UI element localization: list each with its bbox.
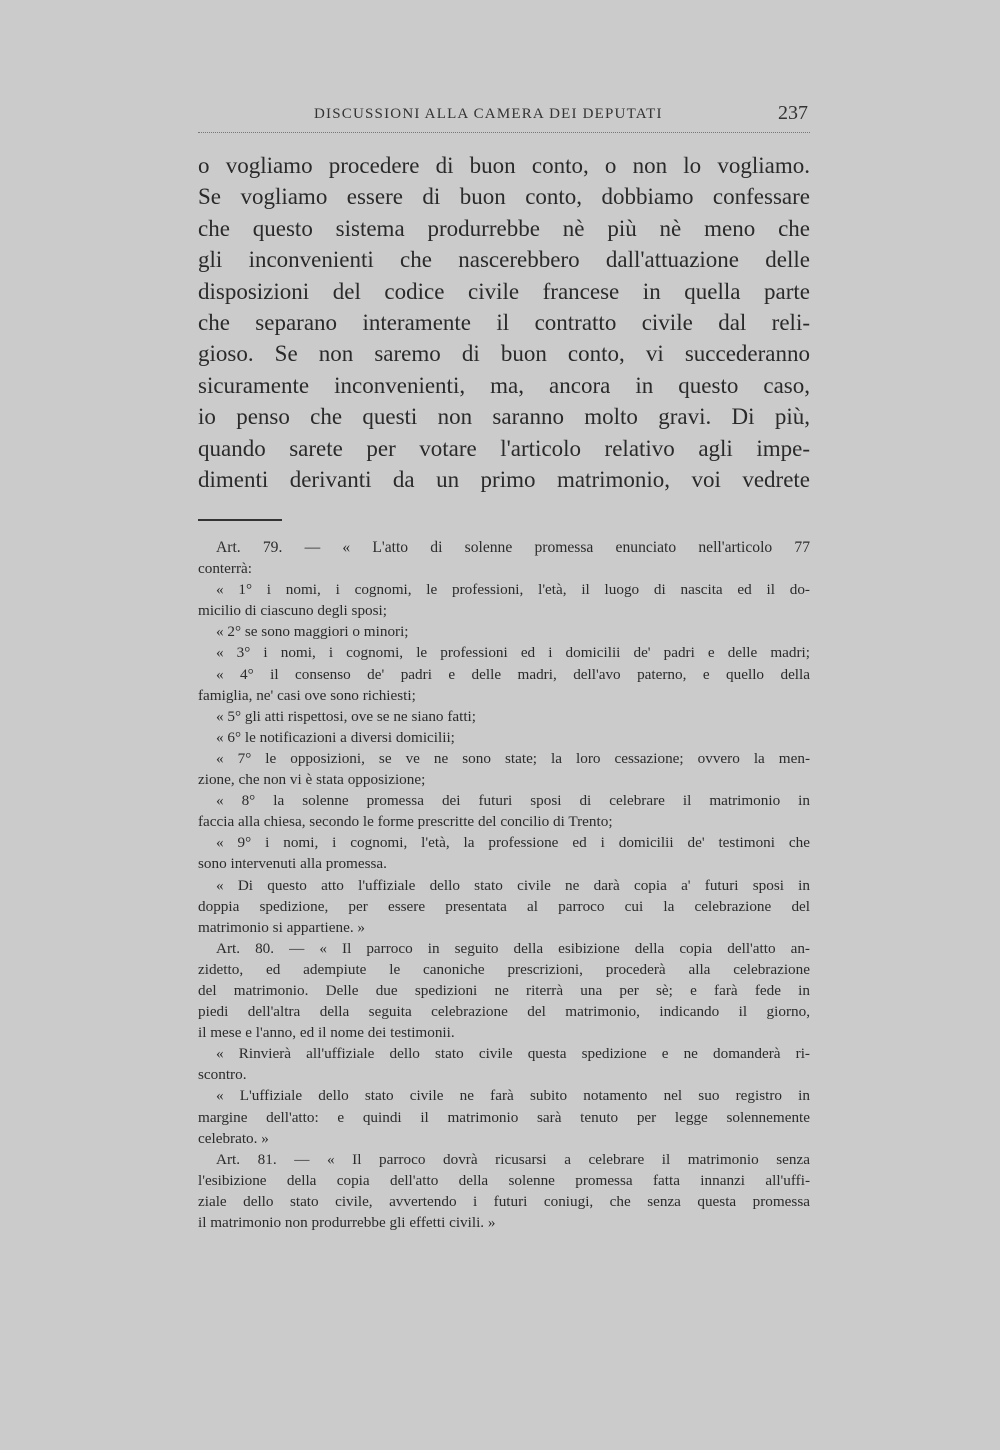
footnote-line: il mese e l'anno, ed il nome dei testimonii.	[198, 1024, 455, 1042]
footnote-line: margine dell'atto: e quindi il matrimonio sarà tenuto per legge solennemente	[198, 1108, 810, 1126]
footnote-line: scontro.	[198, 1066, 247, 1084]
footnote-line: « 4° il consenso de' padri e delle madri, dell'avo paterno, e quello della	[216, 665, 810, 683]
running-head	[198, 102, 810, 133]
main-text-line: gli inconvenienti che nascerebbero dall'attuazione delle	[198, 247, 810, 273]
footnote-line: « Rinvierà all'uffiziale dello stato civile questa spedizione e ne domanderà ri-	[216, 1045, 810, 1063]
footnote-block	[198, 537, 810, 1233]
footnote-line: « 9° i nomi, i cognomi, l'età, la professione ed i domicilii de' testimoni che	[216, 834, 810, 852]
footnote-line: conterrà:	[198, 560, 252, 578]
footnote-line: Art. 80. — « Il parroco in seguito della esibizione della copia dell'atto an-	[216, 939, 810, 957]
footnote-line: « Di questo atto l'uffiziale dello stato civile ne darà copia a' futuri sposi in	[216, 876, 810, 894]
footnote-line: « 1° i nomi, i cognomi, le professioni, l'età, il luogo di nascita ed il do-	[216, 581, 810, 599]
footnote-line: « 5° gli atti rispettosi, ove se ne siano fatti;	[216, 707, 476, 725]
footnote-line: sono intervenuti alla promessa.	[198, 855, 387, 873]
footnote-line: Art. 79. — « L'atto di solenne promessa enunciato nell'articolo 77	[216, 539, 810, 556]
main-text-line: gioso. Se non saremo di buon conto, vi succederanno	[198, 341, 810, 367]
footnote-line: « L'uffiziale dello stato civile ne farà subito notamento nel suo registro in	[216, 1087, 810, 1105]
footnote-line: zidetto, ed adempiute le canoniche prescrizioni, procederà alla celebrazione	[198, 960, 810, 978]
footnote-line: « 6° le notificazioni a diversi domicilii;	[216, 728, 455, 746]
main-text-block	[198, 150, 810, 495]
footnote-line: l'esibizione della copia dell'atto della solenne promessa fatta innanzi all'uffi-	[198, 1171, 810, 1189]
footnote-line: matrimonio si appartiene. »	[198, 918, 366, 936]
footnote-line: Art. 81. — « Il parroco dovrà ricusarsi a celebrare il matrimonio senza	[216, 1150, 810, 1168]
main-text-line: Se vogliamo essere di buon conto, dobbiamo confessare	[198, 184, 810, 210]
running-title: DISCUSSIONI ALLA CAMERA DEI DEPUTATI	[314, 106, 663, 122]
main-text-line: io penso che questi non saranno molto gravi. Di più,	[198, 404, 810, 430]
main-text-line: quando sarete per votare l'articolo relativo agli impe-	[198, 435, 810, 461]
main-text-line: o vogliamo procedere di buon conto, o non lo vogliamo.	[198, 153, 810, 178]
footnote-line: celebrato. »	[198, 1129, 269, 1147]
footnote-line: doppia spedizione, per essere presentata al parroco cui la celebrazione del	[198, 897, 810, 915]
main-text-line: dimenti derivanti da un primo matrimonio, voi vedrete	[198, 466, 810, 492]
footnote-line: « 7° le opposizioni, se ve ne sono state; la loro cessazione; ovvero la men-	[216, 749, 810, 767]
footnote-line: famiglia, ne' casi ove sono richiesti;	[198, 686, 416, 704]
footnote-line: « 2° se sono maggiori o minori;	[216, 623, 409, 641]
footnote-line: del matrimonio. Delle due spedizioni ne riterrà una per sè; e farà fede in	[198, 981, 810, 999]
footnote-separator-rule	[198, 519, 282, 521]
footnote-line: il matrimonio non produrrebbe gli effetti civili. »	[198, 1214, 496, 1231]
footnote-line: micilio di ciascuno degli sposi;	[198, 602, 387, 620]
page-number: 237	[778, 102, 808, 124]
footnote-line: zione, che non vi è stata opposizione;	[198, 771, 426, 789]
footnote-line: ziale dello stato civile, avvertendo i futuri coniugi, che senza questa promessa	[198, 1192, 810, 1210]
main-text-line: sicuramente inconvenienti, ma, ancora in questo caso,	[198, 372, 810, 398]
main-text-line: che questo sistema produrrebbe nè più nè meno che	[198, 215, 810, 241]
footnote-line: piedi dell'altra della seguita celebrazione del matrimonio, indicando il giorno,	[198, 1003, 810, 1021]
footnote-line: « 3° i nomi, i cognomi, le professioni ed i domicilii de' padri e delle madri;	[216, 644, 810, 662]
footnote-line: faccia alla chiesa, secondo le forme prescritte del concilio di Trento;	[198, 813, 613, 831]
main-text-line: disposizioni del codice civile francese in quella parte	[198, 278, 810, 304]
footnote-line: « 8° la solenne promessa dei futuri sposi di celebrare il matrimonio in	[216, 792, 810, 810]
main-text-line: che separano interamente il contratto civile dal reli-	[198, 309, 810, 335]
